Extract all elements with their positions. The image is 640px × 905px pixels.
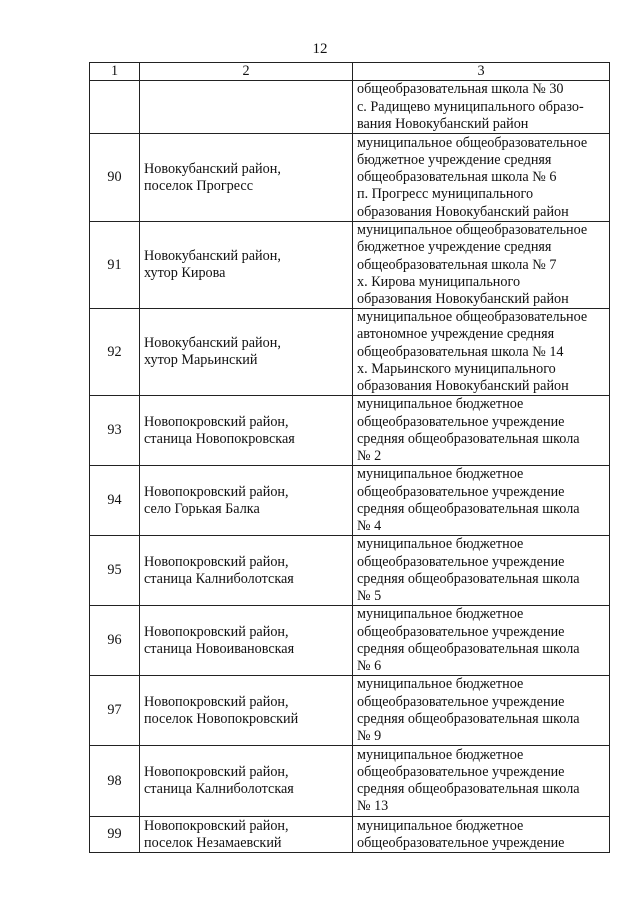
settlement-name: станица Калниболотская [144,570,294,587]
settlement-name: станица Новопокровская [144,430,295,447]
table-row [90,536,610,606]
district-name: Новопокровский район, [144,483,289,500]
school-name-cell: муниципальное бюджетное общеобразовательное учреждение средняя общеобразовательная школа № 4 [353,466,610,536]
school-name-cell: муниципальное бюджетное общеобразовательное учреждение средняя общеобразовательная школа № 2 [353,396,610,466]
locality-cell [140,536,353,606]
school-name-cell: муниципальное бюджетное общеобразовательное учреждение средняя общеобразовательная школа № 6 [353,606,610,676]
locality-cell [140,134,353,222]
school-name-cell: муниципальное общеобразовательное автономное учреждение средняя общеобразовательная школа № 14 х. Марьинского муниципального образования Новокубанский район [353,309,610,396]
row-number: 98 [90,746,140,817]
district-name: Новопокровский район, [144,693,289,710]
table-row [90,817,610,853]
school-name-cell: муниципальное бюджетное общеобразовательное учреждение [353,817,610,853]
district-name: Новопокровский район, [144,764,289,781]
locality-cell [140,606,353,676]
settlement-name: хутор Кирова [144,265,226,282]
table-row [90,222,610,309]
settlement-name: хутор Марьинский [144,352,258,369]
table-row [90,606,610,676]
settlement-name: поселок Незамаевский [144,834,282,851]
page-number: 12 [312,41,328,57]
table-row [90,676,610,746]
row-number [90,81,140,134]
settlement-name: село Горькая Балка [144,500,260,517]
school-name-cell: муниципальное бюджетное общеобразовательное учреждение средняя общеобразовательная школа № 9 [353,676,610,746]
district-name: Новокубанский район, [144,160,281,177]
district-name: Новопокровский район, [144,817,289,834]
locality-cell [140,746,353,817]
district-name: Новопокровский район, [144,413,289,430]
locality-cell [140,309,353,396]
row-number: 93 [90,396,140,466]
row-number: 95 [90,536,140,606]
row-number: 90 [90,134,140,222]
settlement-name: станица Новоивановская [144,640,295,657]
school-name-cell: муниципальное общеобразовательное бюджетное учреждение средняя общеобразовательная школа № 6 п. Прогресс муниципального образования Новокубанский район [353,134,610,222]
table-row [90,134,610,222]
table-row [90,81,610,134]
row-number: 97 [90,676,140,746]
column-header-3: 3 [353,63,610,81]
settlement-name: поселок Новопокровский [144,710,299,727]
school-name-cell: муниципальное общеобразовательное бюджетное учреждение средняя общеобразовательная школа № 7 х. Кирова муниципального образования Новокубанский район [353,222,610,309]
district-name: Новокубанский район, [144,248,281,264]
row-number: 91 [90,222,140,309]
locality-cell [140,81,353,134]
table-row [90,309,610,396]
schools-table [89,62,610,853]
row-number: 92 [90,309,140,396]
school-name-cell: муниципальное бюджетное общеобразовательное учреждение средняя общеобразовательная школа № 5 [353,536,610,606]
column-header-1: 1 [90,63,140,81]
district-name: Новопокровский район, [144,553,289,570]
district-name: Новопокровский район, [144,623,289,640]
table-row [90,396,610,466]
table-header-row [90,63,610,81]
table-row [90,466,610,536]
row-number: 94 [90,466,140,536]
locality-cell [140,466,353,536]
locality-cell [140,396,353,466]
table-row [90,746,610,817]
settlement-name: поселок Прогресс [144,177,254,194]
settlement-name: станица Калниболотская [144,781,294,798]
locality-cell [140,817,353,853]
row-number: 99 [90,817,140,853]
locality-cell [140,676,353,746]
row-number: 96 [90,606,140,676]
school-name-cell: общеобразовательная школа № 30 с. Радищево муниципального образо- вания Новокубанский район [353,81,610,134]
locality-cell [140,222,353,309]
district-name: Новокубанский район, [144,335,281,352]
column-header-2: 2 [140,63,353,81]
school-name-cell: муниципальное бюджетное общеобразовательное учреждение средняя общеобразовательная школа № 13 [353,746,610,817]
